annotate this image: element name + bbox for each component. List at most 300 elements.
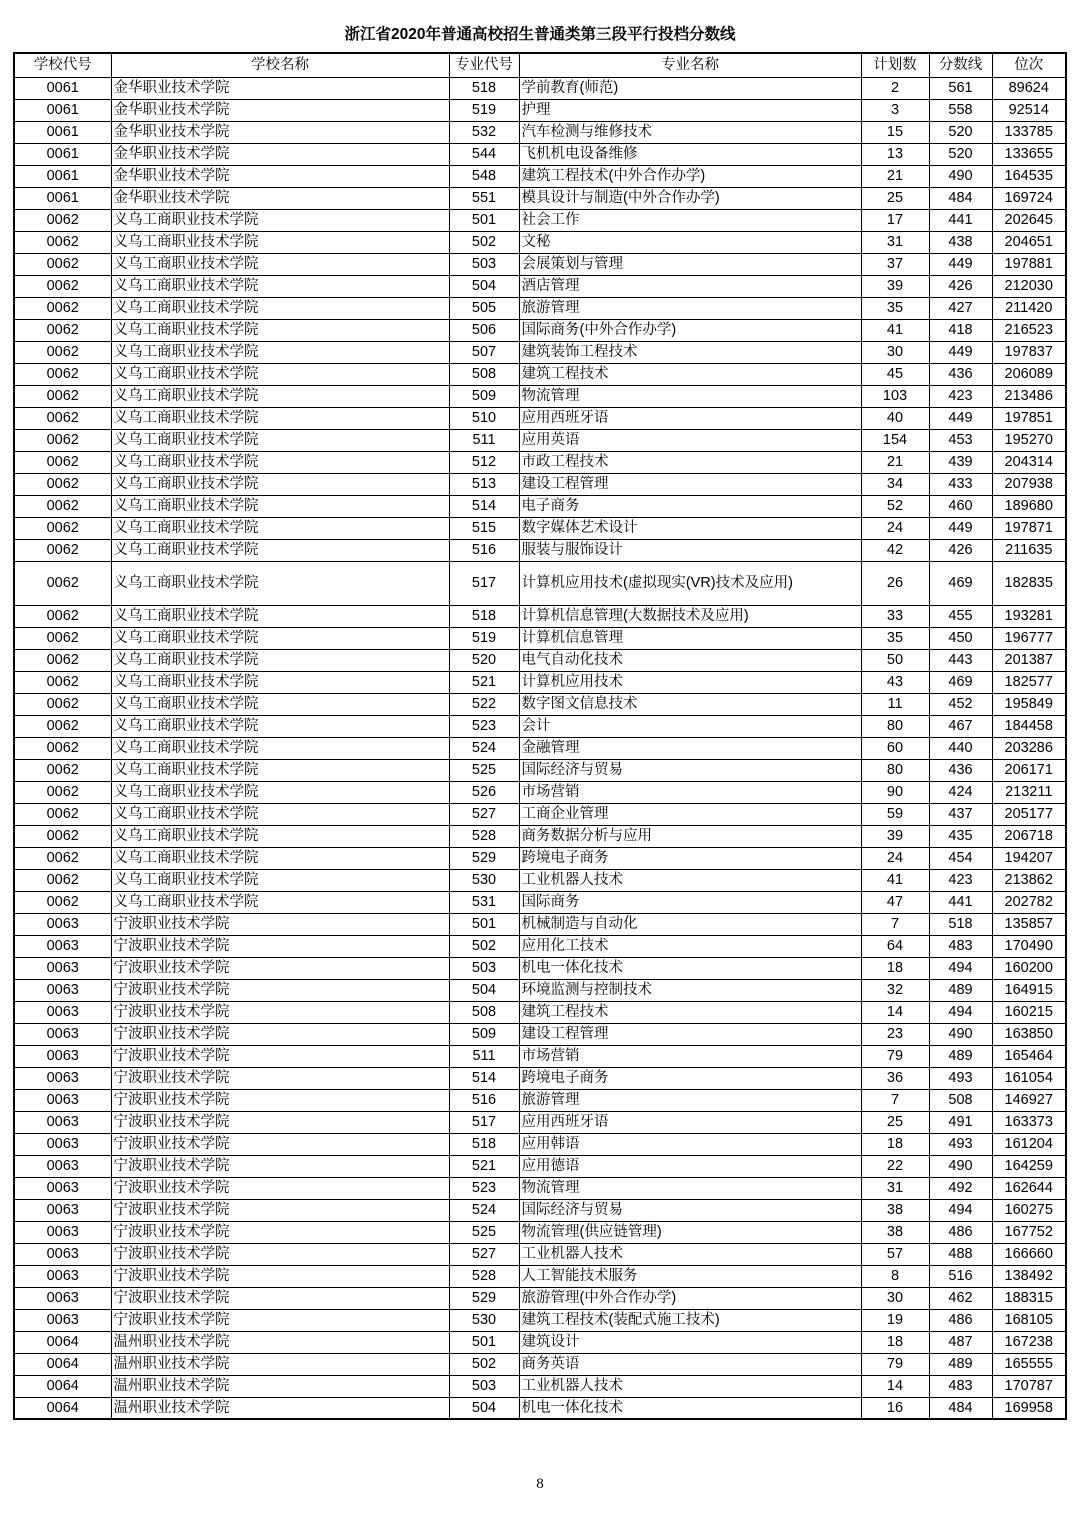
cell-rank: 195270: [992, 429, 1066, 451]
cell-rank: 206171: [992, 759, 1066, 781]
cell-school-code: 0063: [14, 1089, 111, 1111]
cell-school-name: 义乌工商职业技术学院: [111, 847, 449, 869]
cell-major-name: 金融管理: [519, 737, 861, 759]
cell-school-name: 义乌工商职业技术学院: [111, 605, 449, 627]
cell-score-line: 469: [929, 561, 992, 605]
cell-plan-count: 24: [861, 847, 929, 869]
cell-school-name: 宁波职业技术学院: [111, 1045, 449, 1067]
cell-plan-count: 52: [861, 495, 929, 517]
cell-score-line: 484: [929, 187, 992, 209]
cell-major-code: 532: [449, 121, 519, 143]
cell-major-code: 518: [449, 1133, 519, 1155]
cell-plan-count: 60: [861, 737, 929, 759]
cell-school-code: 0062: [14, 451, 111, 473]
cell-plan-count: 36: [861, 1067, 929, 1089]
cell-plan-count: 32: [861, 979, 929, 1001]
cell-major-name: 数字媒体艺术设计: [519, 517, 861, 539]
table-row: [14, 473, 1066, 495]
cell-major-code: 506: [449, 319, 519, 341]
cell-rank: 216523: [992, 319, 1066, 341]
cell-major-name: 人工智能技术服务: [519, 1265, 861, 1287]
cell-score-line: 449: [929, 253, 992, 275]
cell-score-line: 449: [929, 341, 992, 363]
cell-rank: 207938: [992, 473, 1066, 495]
cell-school-name: 宁波职业技术学院: [111, 1243, 449, 1265]
cell-score-line: 494: [929, 1199, 992, 1221]
cell-school-code: 0064: [14, 1375, 111, 1397]
cell-score-line: 436: [929, 363, 992, 385]
cell-school-name: 义乌工商职业技术学院: [111, 253, 449, 275]
table-row: [14, 253, 1066, 275]
cell-plan-count: 80: [861, 759, 929, 781]
cell-school-name: 义乌工商职业技术学院: [111, 869, 449, 891]
table-row: [14, 1375, 1066, 1397]
cell-major-code: 525: [449, 759, 519, 781]
cell-rank: 164535: [992, 165, 1066, 187]
cell-school-code: 0062: [14, 737, 111, 759]
cell-plan-count: 42: [861, 539, 929, 561]
cell-major-name: 旅游管理: [519, 1089, 861, 1111]
cell-major-name: 飞机机电设备维修: [519, 143, 861, 165]
cell-school-code: 0062: [14, 473, 111, 495]
cell-score-line: 561: [929, 77, 992, 99]
cell-score-line: 449: [929, 517, 992, 539]
cell-rank: 193281: [992, 605, 1066, 627]
table-row: [14, 385, 1066, 407]
cell-plan-count: 41: [861, 869, 929, 891]
table-row: [14, 913, 1066, 935]
cell-school-code: 0062: [14, 253, 111, 275]
cell-plan-count: 25: [861, 187, 929, 209]
cell-school-name: 义乌工商职业技术学院: [111, 429, 449, 451]
admission-score-table: [13, 52, 1067, 1420]
cell-plan-count: 38: [861, 1199, 929, 1221]
cell-score-line: 433: [929, 473, 992, 495]
cell-school-name: 义乌工商职业技术学院: [111, 495, 449, 517]
cell-major-name: 环境监测与控制技术: [519, 979, 861, 1001]
cell-major-name: 市场营销: [519, 1045, 861, 1067]
cell-school-code: 0063: [14, 1111, 111, 1133]
cell-rank: 169724: [992, 187, 1066, 209]
cell-major-name: 旅游管理(中外合作办学): [519, 1287, 861, 1309]
cell-school-code: 0062: [14, 605, 111, 627]
table-row: [14, 1199, 1066, 1221]
cell-school-code: 0062: [14, 803, 111, 825]
cell-major-name: 市场营销: [519, 781, 861, 803]
cell-plan-count: 79: [861, 1353, 929, 1375]
cell-major-name: 会计: [519, 715, 861, 737]
table-row: [14, 77, 1066, 99]
cell-major-code: 515: [449, 517, 519, 539]
cell-major-name: 工商企业管理: [519, 803, 861, 825]
cell-major-code: 526: [449, 781, 519, 803]
cell-school-code: 0062: [14, 209, 111, 231]
cell-major-name: 数字图文信息技术: [519, 693, 861, 715]
cell-score-line: 462: [929, 1287, 992, 1309]
cell-plan-count: 15: [861, 121, 929, 143]
table-row: [14, 869, 1066, 891]
cell-score-line: 484: [929, 1397, 992, 1419]
cell-score-line: 436: [929, 759, 992, 781]
cell-major-code: 517: [449, 1111, 519, 1133]
cell-plan-count: 14: [861, 1001, 929, 1023]
table-row: [14, 1045, 1066, 1067]
cell-score-line: 489: [929, 979, 992, 1001]
cell-school-code: 0063: [14, 1199, 111, 1221]
cell-rank: 135857: [992, 913, 1066, 935]
cell-plan-count: 22: [861, 1155, 929, 1177]
cell-plan-count: 7: [861, 913, 929, 935]
cell-plan-count: 16: [861, 1397, 929, 1419]
cell-major-code: 505: [449, 297, 519, 319]
cell-rank: 163373: [992, 1111, 1066, 1133]
cell-school-code: 0062: [14, 693, 111, 715]
cell-school-name: 义乌工商职业技术学院: [111, 451, 449, 473]
cell-major-code: 511: [449, 429, 519, 451]
cell-school-name: 义乌工商职业技术学院: [111, 803, 449, 825]
cell-plan-count: 39: [861, 825, 929, 847]
cell-major-code: 519: [449, 627, 519, 649]
cell-major-name: 国际经济与贸易: [519, 1199, 861, 1221]
table-row: [14, 979, 1066, 1001]
cell-rank: 204314: [992, 451, 1066, 473]
cell-plan-count: 35: [861, 297, 929, 319]
cell-rank: 212030: [992, 275, 1066, 297]
cell-plan-count: 2: [861, 77, 929, 99]
cell-score-line: 426: [929, 539, 992, 561]
cell-rank: 184458: [992, 715, 1066, 737]
cell-school-code: 0062: [14, 363, 111, 385]
cell-rank: 89624: [992, 77, 1066, 99]
cell-school-code: 0063: [14, 1133, 111, 1155]
cell-school-code: 0062: [14, 649, 111, 671]
cell-school-name: 宁波职业技术学院: [111, 1111, 449, 1133]
cell-score-line: 452: [929, 693, 992, 715]
table-body: [14, 77, 1066, 1419]
cell-major-code: 503: [449, 253, 519, 275]
table-row: [14, 1155, 1066, 1177]
cell-major-code: 511: [449, 1045, 519, 1067]
cell-score-line: 486: [929, 1309, 992, 1331]
cell-rank: 92514: [992, 99, 1066, 121]
table-row: [14, 143, 1066, 165]
cell-major-code: 529: [449, 1287, 519, 1309]
cell-rank: 146927: [992, 1089, 1066, 1111]
cell-rank: 168105: [992, 1309, 1066, 1331]
cell-major-name: 酒店管理: [519, 275, 861, 297]
cell-school-code: 0063: [14, 1309, 111, 1331]
cell-school-code: 0063: [14, 1045, 111, 1067]
cell-score-line: 423: [929, 869, 992, 891]
cell-major-code: 521: [449, 1155, 519, 1177]
cell-rank: 195849: [992, 693, 1066, 715]
cell-major-code: 524: [449, 1199, 519, 1221]
cell-major-code: 530: [449, 869, 519, 891]
cell-major-code: 548: [449, 165, 519, 187]
cell-plan-count: 3: [861, 99, 929, 121]
table-row: [14, 891, 1066, 913]
cell-major-code: 521: [449, 671, 519, 693]
cell-major-code: 512: [449, 451, 519, 473]
table-row: [14, 429, 1066, 451]
cell-plan-count: 103: [861, 385, 929, 407]
cell-major-code: 527: [449, 803, 519, 825]
cell-major-code: 527: [449, 1243, 519, 1265]
table-row: [14, 1001, 1066, 1023]
cell-rank: 206718: [992, 825, 1066, 847]
cell-major-code: 524: [449, 737, 519, 759]
cell-plan-count: 18: [861, 1331, 929, 1353]
table-row: [14, 1221, 1066, 1243]
cell-school-code: 0061: [14, 143, 111, 165]
cell-score-line: 455: [929, 605, 992, 627]
cell-school-name: 义乌工商职业技术学院: [111, 319, 449, 341]
cell-major-name: 国际经济与贸易: [519, 759, 861, 781]
cell-score-line: 489: [929, 1353, 992, 1375]
table-header: [14, 53, 1066, 77]
cell-school-code: 0063: [14, 1177, 111, 1199]
cell-score-line: 427: [929, 297, 992, 319]
table-row: [14, 187, 1066, 209]
cell-school-code: 0062: [14, 341, 111, 363]
cell-plan-count: 7: [861, 1089, 929, 1111]
cell-plan-count: 8: [861, 1265, 929, 1287]
cell-major-name: 应用西班牙语: [519, 407, 861, 429]
table-row: [14, 935, 1066, 957]
cell-major-name: 会展策划与管理: [519, 253, 861, 275]
cell-school-code: 0063: [14, 935, 111, 957]
column-header-rank: 位次: [992, 53, 1066, 77]
cell-rank: 161204: [992, 1133, 1066, 1155]
cell-school-code: 0062: [14, 561, 111, 605]
cell-school-name: 宁波职业技术学院: [111, 1133, 449, 1155]
cell-score-line: 426: [929, 275, 992, 297]
cell-score-line: 435: [929, 825, 992, 847]
cell-school-code: 0061: [14, 77, 111, 99]
cell-major-code: 520: [449, 649, 519, 671]
cell-score-line: 454: [929, 847, 992, 869]
table-row: [14, 341, 1066, 363]
cell-plan-count: 17: [861, 209, 929, 231]
cell-major-name: 护理: [519, 99, 861, 121]
cell-major-name: 文秘: [519, 231, 861, 253]
cell-major-code: 518: [449, 605, 519, 627]
cell-rank: 197871: [992, 517, 1066, 539]
cell-school-name: 义乌工商职业技术学院: [111, 209, 449, 231]
cell-school-code: 0062: [14, 517, 111, 539]
cell-school-code: 0061: [14, 187, 111, 209]
cell-school-code: 0063: [14, 1287, 111, 1309]
cell-score-line: 439: [929, 451, 992, 473]
cell-plan-count: 45: [861, 363, 929, 385]
table-row: [14, 1331, 1066, 1353]
cell-school-name: 义乌工商职业技术学院: [111, 275, 449, 297]
cell-rank: 182835: [992, 561, 1066, 605]
cell-score-line: 440: [929, 737, 992, 759]
cell-major-code: 508: [449, 363, 519, 385]
table-row: [14, 275, 1066, 297]
cell-school-name: 义乌工商职业技术学院: [111, 781, 449, 803]
cell-major-name: 商务英语: [519, 1353, 861, 1375]
table-row: [14, 1111, 1066, 1133]
cell-school-code: 0062: [14, 759, 111, 781]
cell-major-name: 工业机器人技术: [519, 869, 861, 891]
cell-score-line: 449: [929, 407, 992, 429]
cell-school-name: 金华职业技术学院: [111, 165, 449, 187]
cell-plan-count: 24: [861, 517, 929, 539]
cell-score-line: 438: [929, 231, 992, 253]
cell-school-code: 0064: [14, 1353, 111, 1375]
cell-school-code: 0061: [14, 165, 111, 187]
cell-rank: 202782: [992, 891, 1066, 913]
cell-major-name: 工业机器人技术: [519, 1375, 861, 1397]
cell-major-name: 建设工程管理: [519, 1023, 861, 1045]
cell-school-code: 0062: [14, 407, 111, 429]
cell-school-code: 0063: [14, 1155, 111, 1177]
cell-plan-count: 90: [861, 781, 929, 803]
cell-school-name: 义乌工商职业技术学院: [111, 825, 449, 847]
cell-plan-count: 19: [861, 1309, 929, 1331]
cell-school-name: 金华职业技术学院: [111, 187, 449, 209]
cell-school-name: 宁波职业技术学院: [111, 1023, 449, 1045]
cell-major-name: 服装与服饰设计: [519, 539, 861, 561]
cell-rank: 213486: [992, 385, 1066, 407]
table-row: [14, 737, 1066, 759]
cell-score-line: 460: [929, 495, 992, 517]
cell-score-line: 453: [929, 429, 992, 451]
cell-school-code: 0063: [14, 1243, 111, 1265]
cell-rank: 194207: [992, 847, 1066, 869]
cell-school-code: 0061: [14, 99, 111, 121]
column-header-major-name: 专业名称: [519, 53, 861, 77]
cell-school-name: 义乌工商职业技术学院: [111, 737, 449, 759]
cell-plan-count: 30: [861, 1287, 929, 1309]
cell-score-line: 483: [929, 1375, 992, 1397]
table-row: [14, 847, 1066, 869]
cell-rank: 160215: [992, 1001, 1066, 1023]
cell-major-name: 建筑工程技术: [519, 1001, 861, 1023]
cell-school-code: 0062: [14, 231, 111, 253]
cell-major-name: 商务数据分析与应用: [519, 825, 861, 847]
cell-school-name: 金华职业技术学院: [111, 99, 449, 121]
cell-rank: 162644: [992, 1177, 1066, 1199]
cell-school-name: 义乌工商职业技术学院: [111, 627, 449, 649]
cell-school-code: 0063: [14, 1001, 111, 1023]
table-row: [14, 1067, 1066, 1089]
cell-major-code: 551: [449, 187, 519, 209]
cell-school-name: 义乌工商职业技术学院: [111, 297, 449, 319]
cell-school-name: 温州职业技术学院: [111, 1353, 449, 1375]
cell-major-name: 建设工程管理: [519, 473, 861, 495]
column-header-school-code: 学校代号: [14, 53, 111, 77]
cell-school-name: 温州职业技术学院: [111, 1375, 449, 1397]
table-header-row: [14, 53, 1066, 77]
cell-score-line: 490: [929, 165, 992, 187]
cell-major-code: 525: [449, 1221, 519, 1243]
cell-major-code: 510: [449, 407, 519, 429]
cell-score-line: 443: [929, 649, 992, 671]
cell-school-name: 金华职业技术学院: [111, 143, 449, 165]
cell-major-name: 物流管理: [519, 385, 861, 407]
table-row: [14, 825, 1066, 847]
cell-school-name: 义乌工商职业技术学院: [111, 231, 449, 253]
cell-plan-count: 57: [861, 1243, 929, 1265]
cell-major-code: 528: [449, 1265, 519, 1287]
table-row: [14, 1133, 1066, 1155]
cell-school-name: 义乌工商职业技术学院: [111, 891, 449, 913]
cell-school-name: 宁波职业技术学院: [111, 1067, 449, 1089]
table-row: [14, 1309, 1066, 1331]
cell-school-code: 0063: [14, 979, 111, 1001]
cell-major-name: 建筑工程技术(装配式施工技术): [519, 1309, 861, 1331]
table-row: [14, 649, 1066, 671]
cell-major-name: 计算机信息管理(大数据技术及应用): [519, 605, 861, 627]
cell-plan-count: 38: [861, 1221, 929, 1243]
table-row: [14, 1287, 1066, 1309]
cell-school-name: 宁波职业技术学院: [111, 935, 449, 957]
cell-major-name: 应用化工技术: [519, 935, 861, 957]
cell-plan-count: 37: [861, 253, 929, 275]
cell-school-name: 宁波职业技术学院: [111, 1221, 449, 1243]
table-row: [14, 781, 1066, 803]
cell-plan-count: 30: [861, 341, 929, 363]
cell-rank: 133655: [992, 143, 1066, 165]
cell-school-code: 0062: [14, 825, 111, 847]
cell-major-name: 计算机应用技术(虚拟现实(VR)技术及应用): [519, 561, 861, 605]
cell-score-line: 441: [929, 209, 992, 231]
cell-school-code: 0063: [14, 1023, 111, 1045]
cell-school-name: 义乌工商职业技术学院: [111, 693, 449, 715]
cell-major-name: 社会工作: [519, 209, 861, 231]
table-row: [14, 1265, 1066, 1287]
cell-school-name: 宁波职业技术学院: [111, 913, 449, 935]
cell-rank: 211420: [992, 297, 1066, 319]
cell-school-code: 0063: [14, 957, 111, 979]
cell-major-code: 523: [449, 715, 519, 737]
cell-school-code: 0062: [14, 781, 111, 803]
cell-major-code: 509: [449, 385, 519, 407]
cell-plan-count: 21: [861, 451, 929, 473]
table-row: [14, 165, 1066, 187]
cell-school-code: 0062: [14, 715, 111, 737]
cell-score-line: 483: [929, 935, 992, 957]
cell-score-line: 493: [929, 1067, 992, 1089]
cell-plan-count: 79: [861, 1045, 929, 1067]
cell-rank: 160200: [992, 957, 1066, 979]
cell-school-code: 0062: [14, 385, 111, 407]
cell-major-name: 应用韩语: [519, 1133, 861, 1155]
cell-major-name: 机电一体化技术: [519, 957, 861, 979]
cell-score-line: 469: [929, 671, 992, 693]
cell-major-name: 机电一体化技术: [519, 1397, 861, 1419]
cell-score-line: 441: [929, 891, 992, 913]
cell-score-line: 494: [929, 957, 992, 979]
cell-score-line: 450: [929, 627, 992, 649]
cell-school-name: 义乌工商职业技术学院: [111, 385, 449, 407]
cell-school-name: 宁波职业技术学院: [111, 1001, 449, 1023]
cell-school-code: 0063: [14, 913, 111, 935]
cell-rank: 201387: [992, 649, 1066, 671]
cell-score-line: 492: [929, 1177, 992, 1199]
cell-score-line: 493: [929, 1133, 992, 1155]
cell-major-name: 跨境电子商务: [519, 847, 861, 869]
cell-school-code: 0062: [14, 671, 111, 693]
cell-school-name: 宁波职业技术学院: [111, 1177, 449, 1199]
table-row: [14, 209, 1066, 231]
table-row: [14, 1023, 1066, 1045]
cell-plan-count: 64: [861, 935, 929, 957]
cell-school-code: 0064: [14, 1331, 111, 1353]
